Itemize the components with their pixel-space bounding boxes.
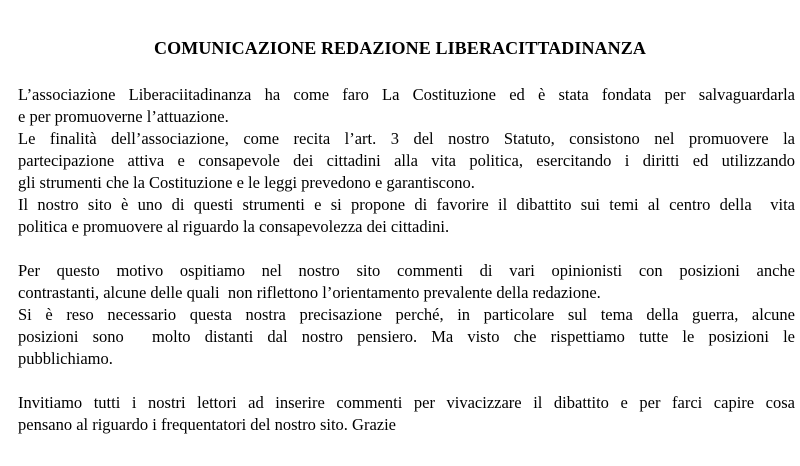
text-line: politica e promuovere al riguardo la consapevolezza dei cittadini. <box>18 217 450 236</box>
paragraph-opinionists <box>18 260 795 304</box>
paragraph-statute-goals <box>18 128 795 194</box>
text-line: posizioni sono molto distanti dal nostro pensiero. Ma visto che rispettiamo tutte le posizioni le <box>18 327 795 346</box>
text-line: contrastanti, alcune delle quali non riflettono l’orientamento prevalente della redazione. <box>18 283 601 302</box>
text-line: e per promuoverne l’attuazione. <box>18 107 229 126</box>
text-line: partecipazione attiva e consapevole dei cittadini alla vita politica, esercitando i diritti ed utilizzando <box>18 151 795 170</box>
paragraph-invitation <box>18 392 795 436</box>
text-line: Per questo motivo ospitiamo nel nostro sito commenti di vari opinionisti con posizioni anche <box>18 261 795 280</box>
text-line: pensano al riguardo i frequentatori del nostro sito. Grazie <box>18 415 397 434</box>
text-line: Il nostro sito è uno di questi strumenti e si propone di favorire il dibattito sui temi al centro della vita <box>18 195 795 214</box>
text-line: pubblichiamo. <box>18 349 113 368</box>
text-line: Si è reso necessario questa nostra precisazione perché, in particolare sul tema della guerra, alcune <box>18 305 795 324</box>
text-line: gli strumenti che la Costituzione e le leggi prevedono e garantiscono. <box>18 173 475 192</box>
text-line: Le finalità dell’associazione, come recita l’art. 3 del nostro Statuto, consistono nel promuovere la <box>18 129 795 148</box>
text-line: Invitiamo tutti i nostri lettori ad inserire commenti per vivacizzare il dibattito e per farci capire cosa <box>18 393 795 412</box>
paragraph-clarification <box>18 304 795 370</box>
document-title: COMUNICAZIONE REDAZIONE LIBERACITTADINANZA <box>154 38 646 58</box>
paragraph-site-purpose <box>18 194 795 238</box>
text-line: L’associazione Liberaciitadinanza ha come faro La Costituzione ed è stata fondata per salvaguardarla <box>18 85 795 104</box>
paragraph-association-intro <box>18 84 795 128</box>
